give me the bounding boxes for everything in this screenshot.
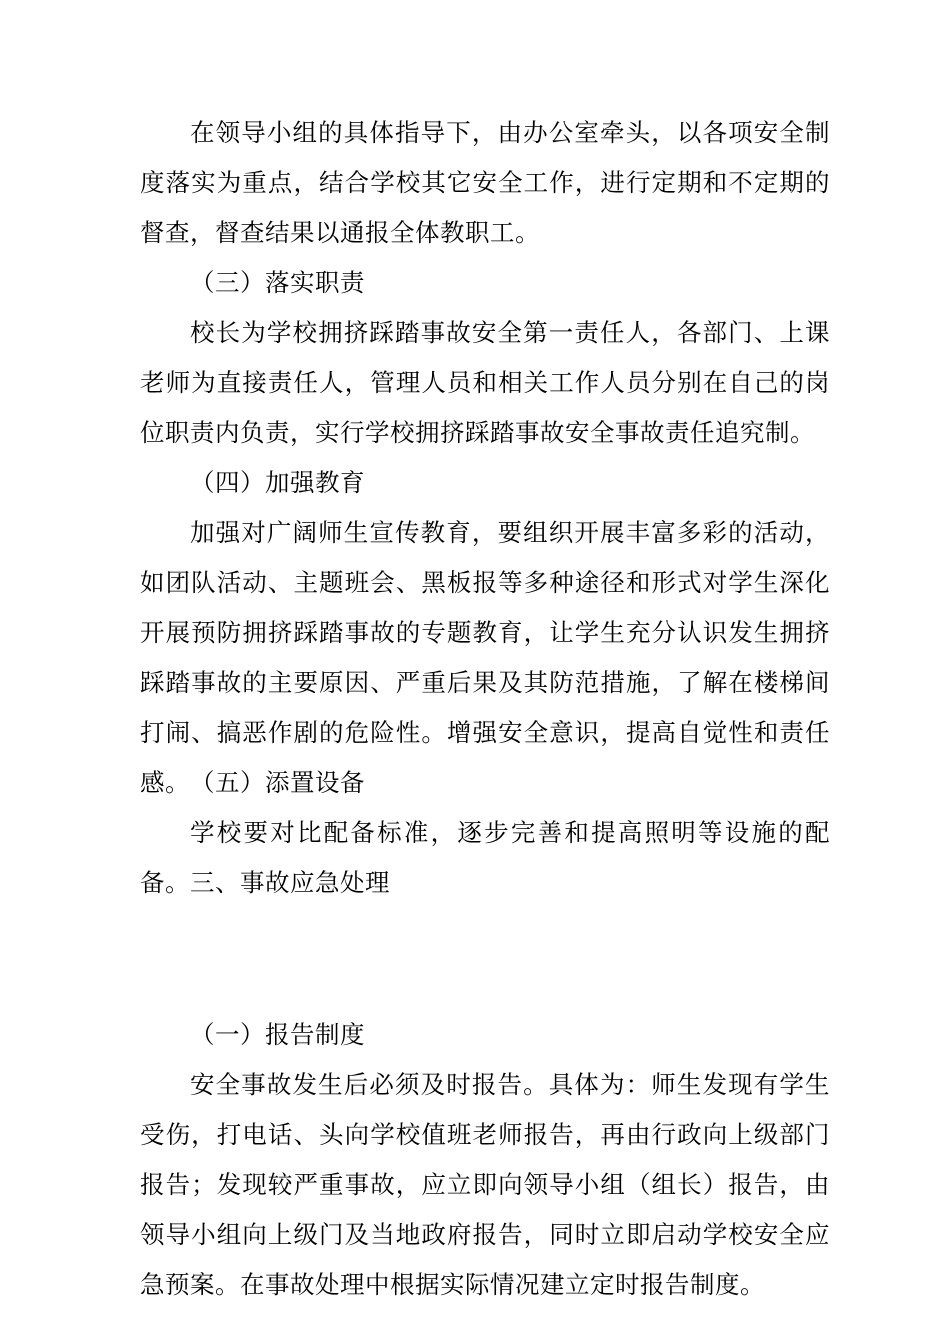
paragraph-supervision: 在领导小组的具体指导下，由办公室牵头，以各项安全制度落实为重点，结合学校其它安全工作，进行定期和不定期的督查，督查结果以通报全体教职工。 — [140, 118, 830, 247]
section-title-emergency: 三、事故应急处理 — [190, 868, 390, 897]
heading-report: （一）报告制度 — [190, 1020, 365, 1049]
paragraph-equipment: 学校要对比配备标准，逐步完善和提高照明等设施的配备。 — [140, 818, 830, 897]
paragraph-education: 加强对广阔师生宣传教育，要组织开展丰富多彩的活动，如团队活动、主题班会、黑板报等多种途径和形式对学生深化开展预防拥挤踩踏事故的专题教育，让学生充分认识发生拥挤踩踏事故的主要原因、严重后果及其防范措施，了解在楼梯间打闹、搞恶作剧的危险性。增强安全意识，提高自觉性和责任感。 — [140, 518, 830, 797]
paragraph-report: 安全事故发生后必须及时报告。具体为：师生发现有学生受伤，打电话、头向学校值班老师报告，再由行政向上级部门报告；发现较严重事故，应立即向领导小组（组长）报告，由领导小组向上级门及当地政府报告，同时立即启动学校安全应急预案。在事故处理中根据实际情况建立定时报告制度。 — [140, 1070, 830, 1299]
heading-equipment: （五）添置设备 — [190, 768, 365, 797]
heading-responsibility: （三）落实职责 — [190, 268, 365, 297]
paragraph-responsibility: 校长为学校拥挤踩踏事故安全第一责任人，各部门、上课老师为直接责任人，管理人员和相关工作人员分别在自己的岗位职责内负责，实行学校拥挤踩踏事故安全事故责任追究制。 — [140, 318, 830, 447]
heading-education: （四）加强教育 — [190, 468, 365, 497]
